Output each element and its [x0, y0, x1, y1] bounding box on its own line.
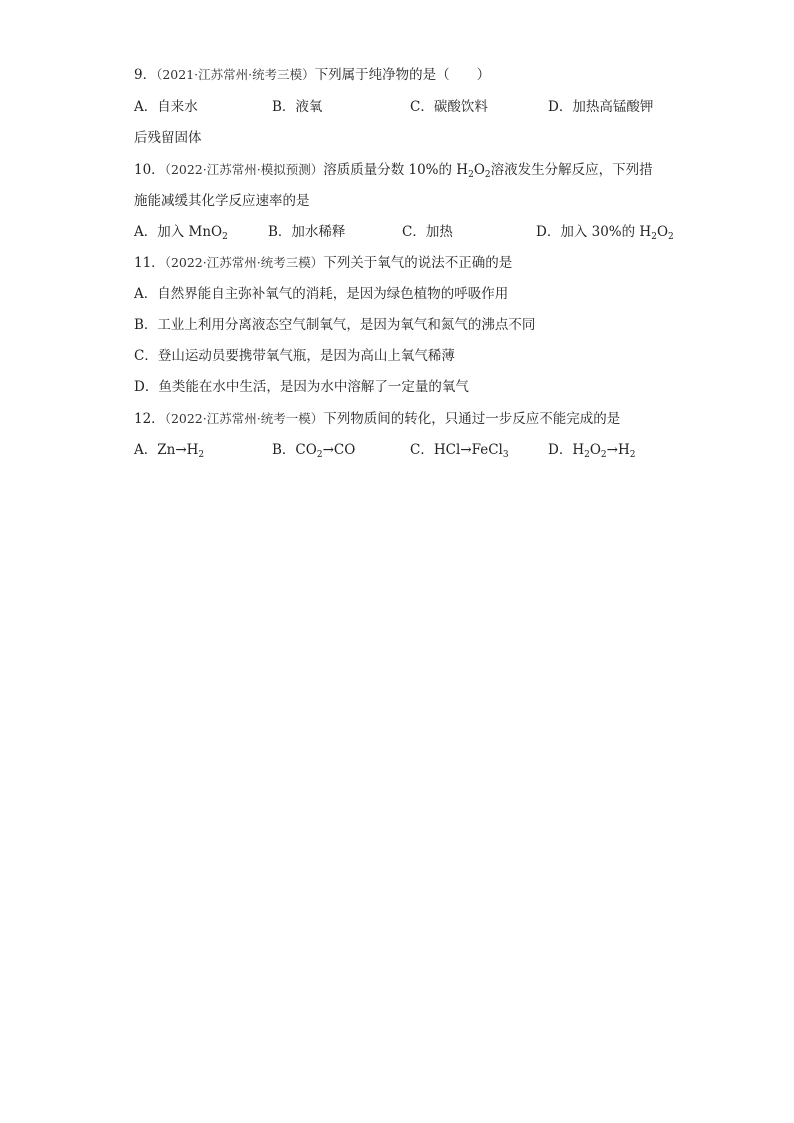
subscript: 2 — [222, 232, 228, 242]
question-number: 10． — [134, 162, 165, 178]
option-letter: B． — [272, 99, 296, 115]
option-letter: D． — [536, 224, 561, 240]
question-text: 下列属于纯净物的是（ ） — [314, 67, 491, 83]
option-text: CO — [295, 442, 317, 458]
question-12-options — [134, 439, 674, 461]
question-text: 溶质质量分数 10%的 H — [323, 162, 469, 178]
option-a — [134, 221, 228, 243]
question-10-options — [134, 221, 674, 243]
question-text: 下列关于氧气的说法不正确的是 — [323, 255, 513, 271]
question-number: 12． — [134, 411, 165, 427]
option-letter: B． — [134, 317, 158, 333]
subscript: 2 — [584, 450, 590, 460]
option-b — [134, 314, 535, 336]
option-text: 自来水 — [157, 99, 198, 115]
option-d — [548, 439, 635, 461]
option-text: O — [656, 224, 669, 240]
subscript: 2 — [468, 170, 474, 180]
option-text: 自然界能自主弥补氧气的消耗，是因为绿色植物的呼吸作用 — [157, 286, 509, 302]
option-text: O — [589, 442, 601, 458]
option-letter: C． — [402, 224, 426, 240]
option-text: H — [572, 442, 585, 458]
subscript: 2 — [316, 450, 323, 460]
option-letter: A． — [134, 442, 158, 458]
question-source: （2022·江苏常州·统考一模） — [164, 411, 324, 426]
option-letter: D． — [134, 379, 159, 395]
option-letter: C． — [134, 348, 158, 364]
question-number: 11． — [134, 255, 165, 271]
option-text: 加入 MnO — [157, 224, 223, 240]
question-9-stem — [134, 64, 490, 86]
option-text: 碳酸饮料 — [433, 99, 488, 115]
question-10-stem-line2: 施能减缓其化学反应速率的是 — [134, 193, 310, 209]
option-text: 工业上利用分离液态空气制氧气，是因为氧气和氮气的沸点不同 — [157, 317, 536, 333]
option-d — [536, 221, 674, 243]
option-text: 鱼类能在水中生活，是因为水中溶解了一定量的氧气 — [158, 379, 469, 395]
option-b — [268, 221, 345, 243]
option-letter: C． — [410, 442, 434, 458]
option-letter: D． — [548, 99, 573, 115]
question-11-stem — [134, 252, 512, 274]
option-a — [134, 283, 508, 305]
question-source: （2022·江苏常州·模拟预测） — [164, 162, 324, 177]
option-c — [410, 439, 509, 461]
subscript: 2 — [198, 450, 205, 460]
subscript: 2 — [484, 170, 491, 180]
subscript: 2 — [651, 232, 657, 242]
option-a — [134, 439, 204, 461]
option-text: HCl→FeCl — [433, 442, 503, 458]
option-b — [272, 96, 322, 118]
option-a — [134, 96, 198, 118]
question-source: （2021·江苏常州·统考三模） — [156, 67, 315, 82]
question-text: 下列物质间的转化，只通过一步反应不能完成的是 — [323, 411, 621, 427]
option-d — [548, 96, 653, 118]
option-c — [134, 345, 455, 367]
option-letter: B． — [268, 224, 292, 240]
option-text: Zn→H — [157, 442, 199, 458]
question-10-stem — [134, 159, 653, 181]
option-d-continuation: 后残留固体 — [134, 130, 202, 146]
option-text: →H — [606, 442, 630, 458]
question-number: 9． — [134, 67, 157, 83]
question-9-options — [134, 96, 674, 118]
question-12-stem — [134, 408, 620, 430]
option-text: 加水稀释 — [291, 224, 346, 240]
option-text: 加入 30%的 H — [560, 224, 652, 240]
option-letter: C． — [410, 99, 434, 115]
option-letter: B． — [272, 442, 296, 458]
option-letter: A． — [134, 224, 158, 240]
option-text: 加热 — [425, 224, 453, 240]
subscript: 3 — [502, 450, 509, 460]
option-text: 加热高锰酸钾 — [572, 99, 654, 115]
option-d — [134, 376, 469, 398]
option-text: 液氧 — [295, 99, 323, 115]
option-c — [410, 96, 488, 118]
question-text: O — [473, 162, 485, 178]
subscript: 2 — [600, 450, 607, 460]
subscript: 2 — [629, 450, 636, 460]
option-c — [402, 221, 453, 243]
question-source: （2022·江苏常州·统考三模） — [164, 255, 324, 270]
option-letter: A． — [134, 286, 158, 302]
question-text: 溶液发生分解反应，下列措 — [490, 162, 653, 178]
option-b — [272, 439, 355, 461]
option-letter: D． — [548, 442, 573, 458]
option-text: →CO — [322, 442, 356, 458]
option-text: 登山运动员要携带氧气瓶，是因为高山上氧气稀薄 — [157, 348, 455, 364]
subscript: 2 — [668, 232, 674, 242]
option-letter: A． — [134, 99, 158, 115]
